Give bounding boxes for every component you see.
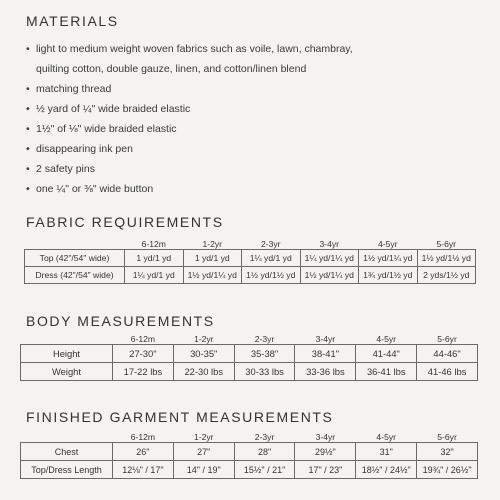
body-measurements-heading: BODY MEASUREMENTS: [26, 313, 215, 329]
column-header: 2-3yr: [260, 239, 281, 249]
column-header: 3-4yr: [315, 432, 336, 442]
table-header-row: [21, 332, 478, 345]
table-cell: 1½ yd/1¼ yd: [300, 267, 359, 284]
table-cell: 1 yd/1 yd: [183, 250, 242, 267]
table-row: [21, 443, 478, 461]
table-cell: 29½": [295, 443, 356, 461]
table-cell: 1¼ yd/1¼ yd: [300, 250, 359, 267]
row-label: Dress (42"/54" wide): [25, 267, 125, 284]
table-cell: 15½" / 21": [234, 461, 295, 479]
list-item: • one ¼" or ⅜" wide button: [26, 179, 486, 199]
table-cell: 12⅛" / 17": [113, 461, 174, 479]
table-cell: 1½ yd/1½ yd: [242, 267, 301, 284]
table-cell: 38-41": [295, 345, 356, 363]
table-cell: 28": [234, 443, 295, 461]
table-cell: 30-33 lbs: [234, 363, 295, 381]
column-header: 6-12m: [141, 239, 166, 249]
table-cell: 14" / 19": [173, 461, 234, 479]
column-header: 5-6yr: [436, 239, 457, 249]
table-cell: 22-30 lbs: [173, 363, 234, 381]
table-cell: 36-41 lbs: [356, 363, 417, 381]
table-row: [21, 363, 478, 381]
table-row: [25, 267, 476, 284]
column-header: 2-3yr: [254, 334, 275, 344]
column-header: 3-4yr: [319, 239, 340, 249]
row-label: Weight: [21, 363, 113, 381]
row-label: Height: [21, 345, 113, 363]
table-header-row: [21, 430, 478, 443]
fabric-requirements-table: [24, 236, 476, 284]
table-cell: 35-38": [234, 345, 295, 363]
table-row: [21, 345, 478, 363]
table-cell: 30-35": [173, 345, 234, 363]
row-label: Top/Dress Length: [21, 461, 113, 479]
table-cell: 1¼ yd/1 yd: [125, 267, 184, 284]
table-row: [25, 250, 476, 267]
row-label: Top (42"/54" wide): [25, 250, 125, 267]
column-header: 1-2yr: [202, 239, 223, 249]
list-item: • 1½" of ⅛" wide braided elastic: [26, 119, 486, 139]
table-cell: 19¾" / 26½": [417, 461, 478, 479]
table-cell: 1½ yd/1¼ yd: [359, 250, 418, 267]
table-cell: 41-46 lbs: [417, 363, 478, 381]
list-item: • 2 safety pins: [26, 159, 486, 179]
table-cell: 18½" / 24½": [356, 461, 417, 479]
table-header-row: [25, 236, 476, 250]
table-cell: 26": [113, 443, 174, 461]
column-header: 4-5yr: [376, 334, 397, 344]
table-cell: 1¾ yd/1½ yd: [359, 267, 418, 284]
list-item: • disappearing ink pen: [26, 139, 486, 159]
table-cell: 27": [173, 443, 234, 461]
body-measurements-table: [20, 332, 478, 381]
fabric-requirements-heading: FABRIC REQUIREMENTS: [26, 214, 224, 230]
column-header: 1-2yr: [193, 432, 214, 442]
column-header: 1-2yr: [193, 334, 214, 344]
column-header: 4-5yr: [377, 239, 398, 249]
materials-heading: MATERIALS: [26, 13, 119, 29]
row-label: Chest: [21, 443, 113, 461]
table-cell: 31": [356, 443, 417, 461]
finished-garment-table: [20, 430, 478, 479]
column-header: 6-12m: [130, 334, 156, 344]
table-cell: 27-30": [113, 345, 174, 363]
table-row: [21, 461, 478, 479]
list-item: • matching thread: [26, 79, 486, 99]
materials-list: [26, 39, 486, 199]
table-cell: 2 yds/1½ yd: [417, 267, 476, 284]
table-cell: 1¼ yd/1 yd: [242, 250, 301, 267]
column-header: 3-4yr: [315, 334, 336, 344]
finished-garment-heading: FINISHED GARMENT MEASUREMENTS: [26, 409, 334, 425]
column-header: 2-3yr: [254, 432, 275, 442]
table-cell: 1½ yd/1½ yd: [417, 250, 476, 267]
column-header: 5-6yr: [437, 432, 457, 442]
table-cell: 1½ yd/1¼ yd: [183, 267, 242, 284]
table-cell: 33-36 lbs: [295, 363, 356, 381]
table-cell: 1 yd/1 yd: [125, 250, 184, 267]
column-header: 6-12m: [130, 432, 156, 442]
column-header: 4-5yr: [376, 432, 397, 442]
table-cell: 17-22 lbs: [113, 363, 174, 381]
column-header: 5-6yr: [437, 334, 457, 344]
table-cell: 32": [417, 443, 478, 461]
list-item: • light to medium weight woven fabrics such as voile, lawn, chambray, quilting cotton, double gauze, linen, and cotton/linen blend: [26, 39, 486, 79]
table-cell: 44-46": [417, 345, 478, 363]
table-cell: 41-44": [356, 345, 417, 363]
list-item: • ½ yard of ¼" wide braided elastic: [26, 99, 486, 119]
table-cell: 17" / 23": [295, 461, 356, 479]
